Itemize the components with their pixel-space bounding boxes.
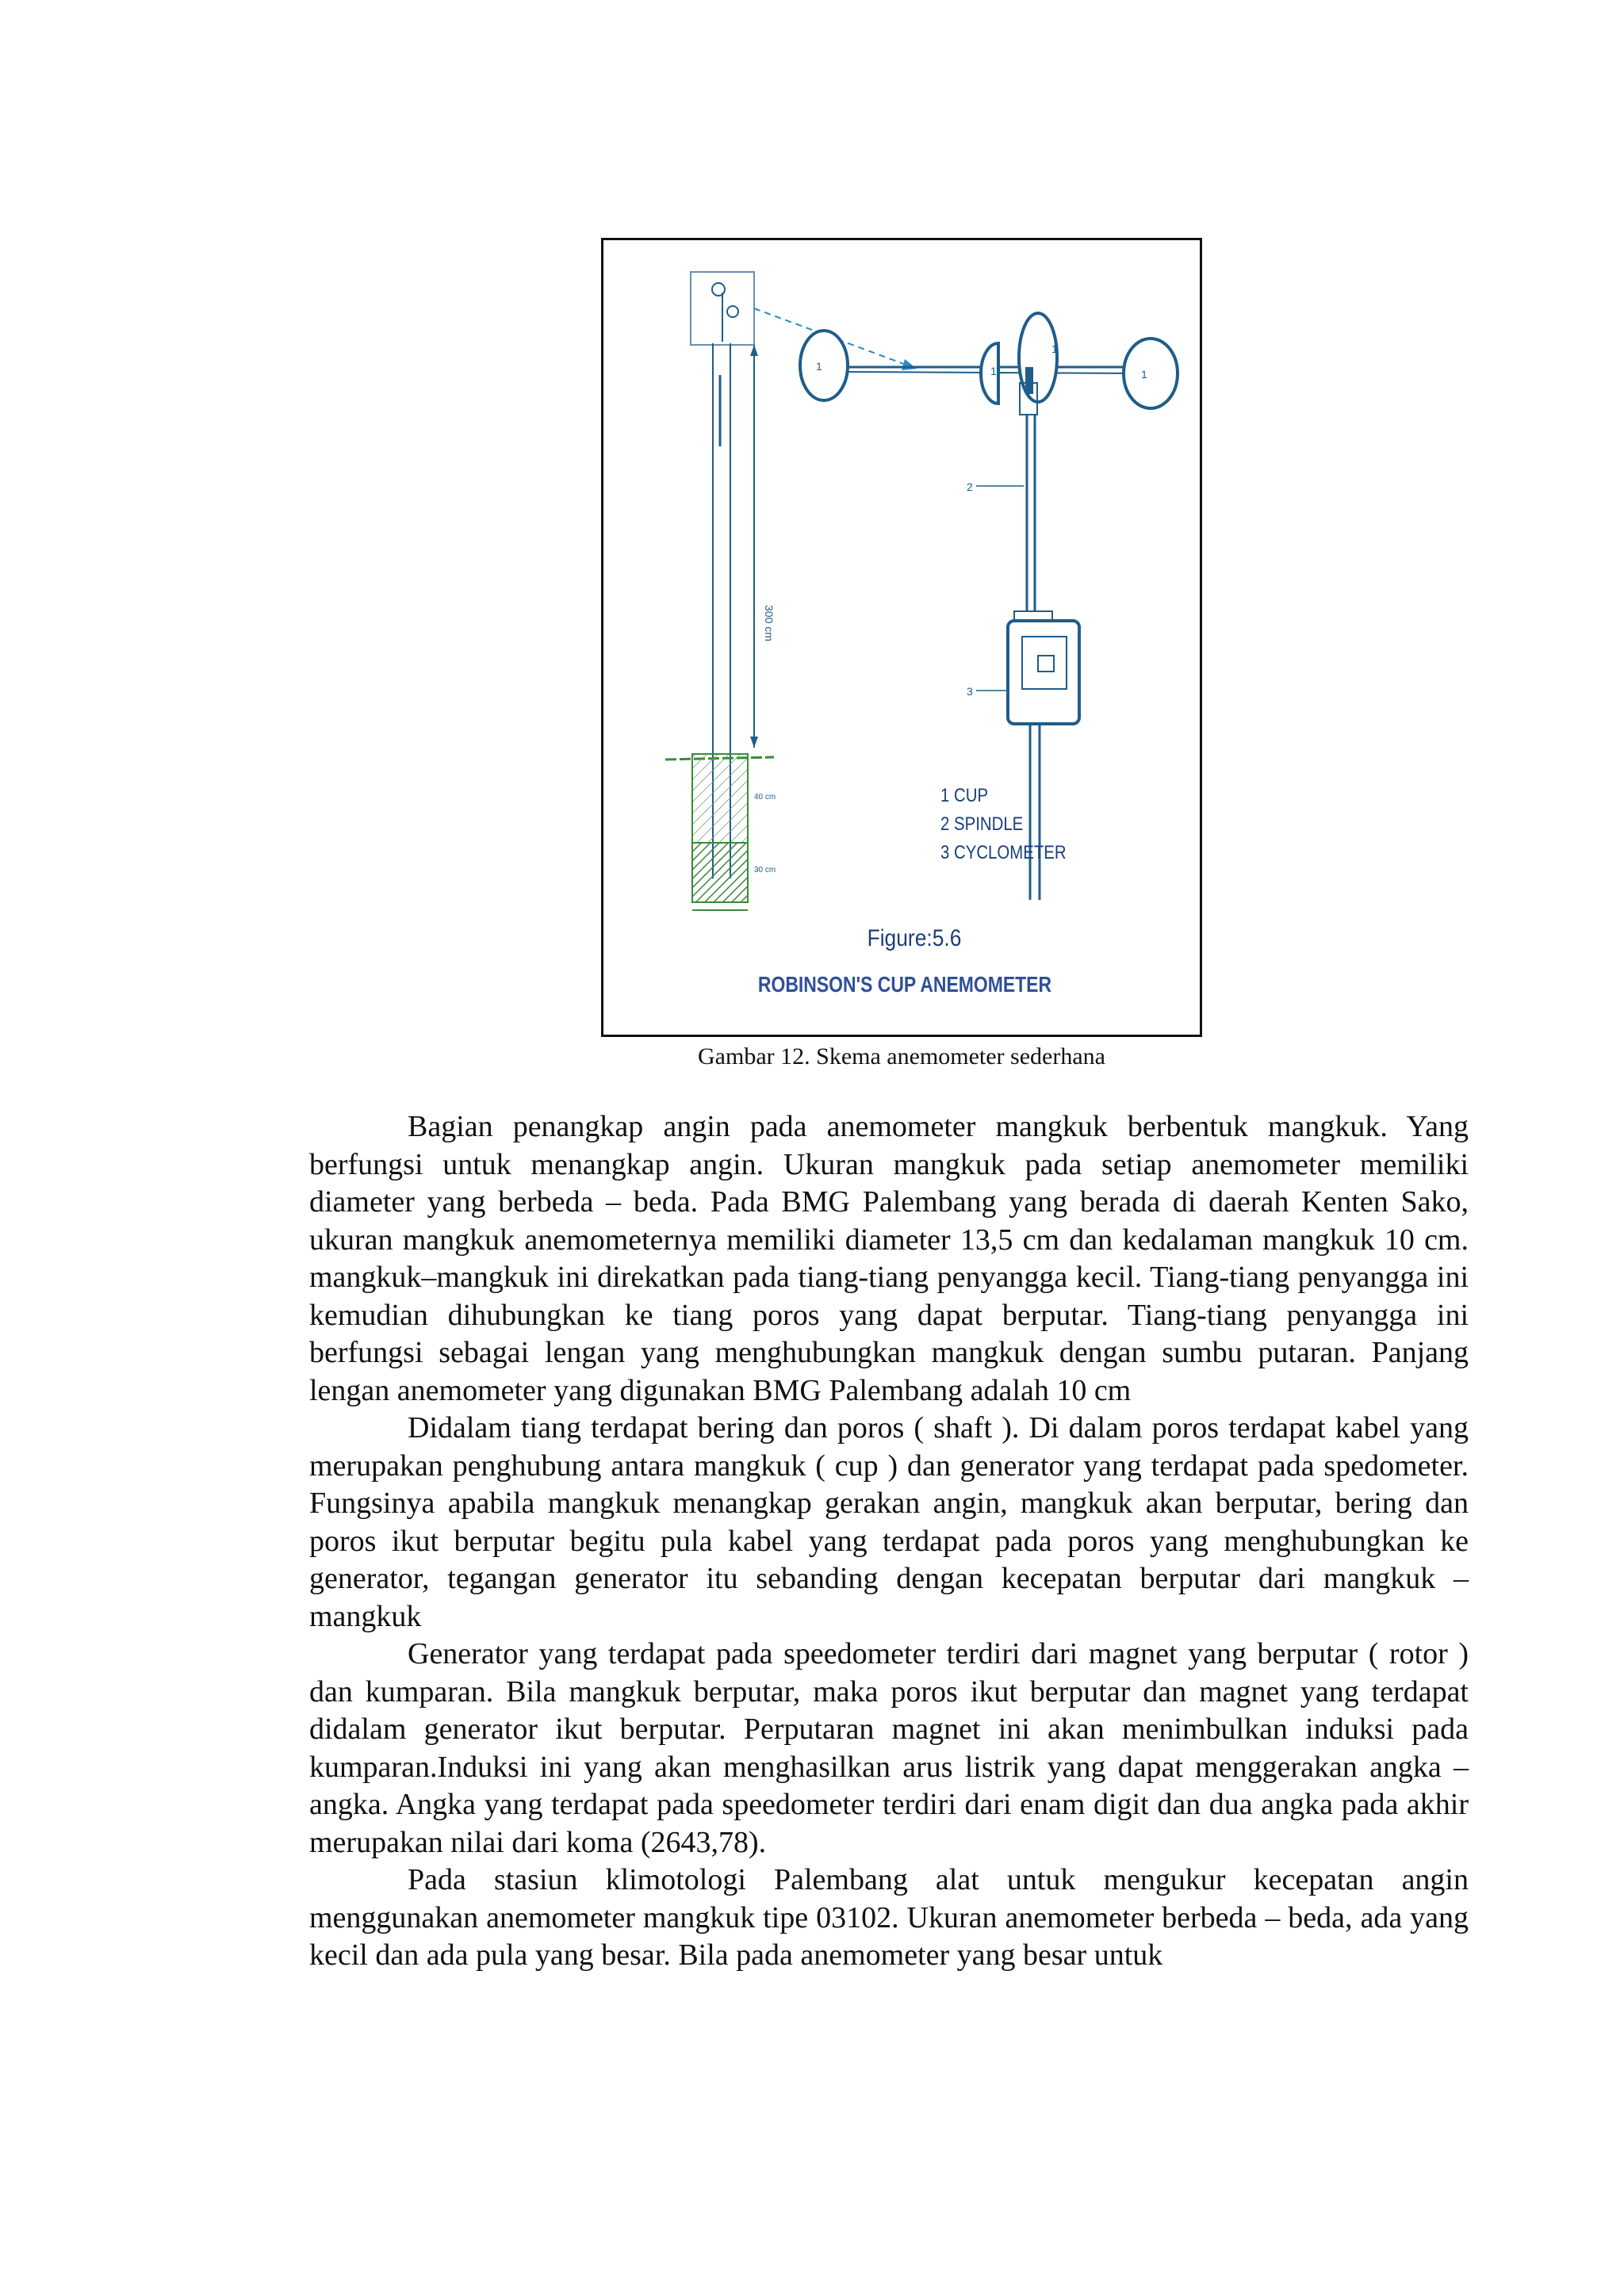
cup-label-1: 1 bbox=[816, 360, 822, 373]
legend-item-cup: 1 CUP bbox=[940, 784, 989, 806]
cup-assembly bbox=[800, 313, 1178, 415]
depth-label-2: 30 cm bbox=[754, 866, 776, 874]
height-label: 300 cm bbox=[763, 605, 776, 641]
spindle bbox=[967, 415, 1035, 611]
figure-title: ROBINSON'S CUP ANEMOMETER bbox=[757, 972, 1052, 997]
parts-legend bbox=[940, 784, 1067, 863]
paragraph-3: Generator yang terdapat pada speedometer terdiri dari magnet yang berputar ( rotor ) dan kumparan. Bila mangkuk berputar, maka poros ikut berputar dan magnet yang terdapat didalam generator ikut berputar. Perputaran magnet ini akan menimbulkan induksi pada kumparan.Induksi ini yang akan menghasilkan arus listrik yang dapat menggerakan angka – angka. Angka yang terdapat pada speedometer terdiri dari enam digit dan dua angka pada akhir merupakan nilai dari koma (2643,78). bbox=[309, 1637, 1469, 1859]
figure-number: Figure:5.6 bbox=[867, 924, 962, 951]
body-text bbox=[309, 1108, 1469, 1975]
cup-label-3: 1 bbox=[1051, 342, 1058, 355]
cup-label-2: 1 bbox=[990, 365, 997, 377]
detail-box bbox=[691, 272, 754, 345]
depth-label-1: 40 cm bbox=[754, 793, 776, 802]
ground-foundation bbox=[665, 754, 776, 910]
part-label-2: 2 bbox=[967, 480, 973, 493]
legend-item-spindle: 2 SPINDLE bbox=[940, 813, 1024, 835]
figure-caption: Gambar 12. Skema anemometer sederhana bbox=[698, 1043, 1105, 1070]
height-dimension bbox=[750, 345, 776, 748]
anemometer-diagram bbox=[603, 240, 1200, 1035]
paragraph-1: Bagian penangkap angin pada anemometer mangkuk berbentuk mangkuk. Yang berfungsi untuk menangkap angin. Ukuran mangkuk pada setiap anemometer memiliki diameter yang berbeda – beda. Pada BMG Palembang yang berada di daerah Kenten Sako, ukuran mangkuk anemometernya memiliki diameter 13,5 cm dan kedalaman mangkuk 10 cm. mangkuk–mangkuk ini direkatkan pada tiang-tiang penyangga kecil. Tiang-tiang penyangga ini kemudian dihubungkan ke tiang poros yang dapat berputar. Tiang-tiang penyangga ini berfungsi sebagai lengan yang menghubungkan mangkuk dengan sumbu putaran. Panjang lengan anemometer yang digunakan BMG Palembang adalah 10 cm bbox=[309, 1110, 1469, 1407]
legend-item-cyclometer: 3 CYCLOMETER bbox=[940, 841, 1067, 863]
anemometer-figure bbox=[601, 238, 1202, 1037]
part-label-3: 3 bbox=[967, 685, 973, 698]
paragraph-2: Didalam tiang terdapat bering dan poros ( shaft ). Di dalam poros terdapat kabel yang merupakan penghubung antara mangkuk ( cup ) dan generator yang terdapat pada spedometer. Fungsinya apabila mangkuk menangkap gerakan angin, mangkuk akan berputar, bering dan poros ikut berputar begitu pula kabel yang terdapat pada poros yang menghubungkan ke generator, tegangan generator itu sebanding dengan kecepatan berputar dari mangkuk – mangkuk bbox=[309, 1411, 1469, 1633]
paragraph-4: Pada stasiun klimotologi Palembang alat untuk mengukur kecepatan angin menggunakan anemometer mangkuk tipe 03102. Ukuran anemometer berbeda – beda, ada yang kecil dan ada pula yang besar. Bila pada anemometer yang besar untuk bbox=[309, 1863, 1469, 1972]
cup-3 bbox=[1124, 339, 1178, 408]
cup-label-4: 1 bbox=[1141, 368, 1147, 381]
cup-1 bbox=[800, 331, 848, 400]
